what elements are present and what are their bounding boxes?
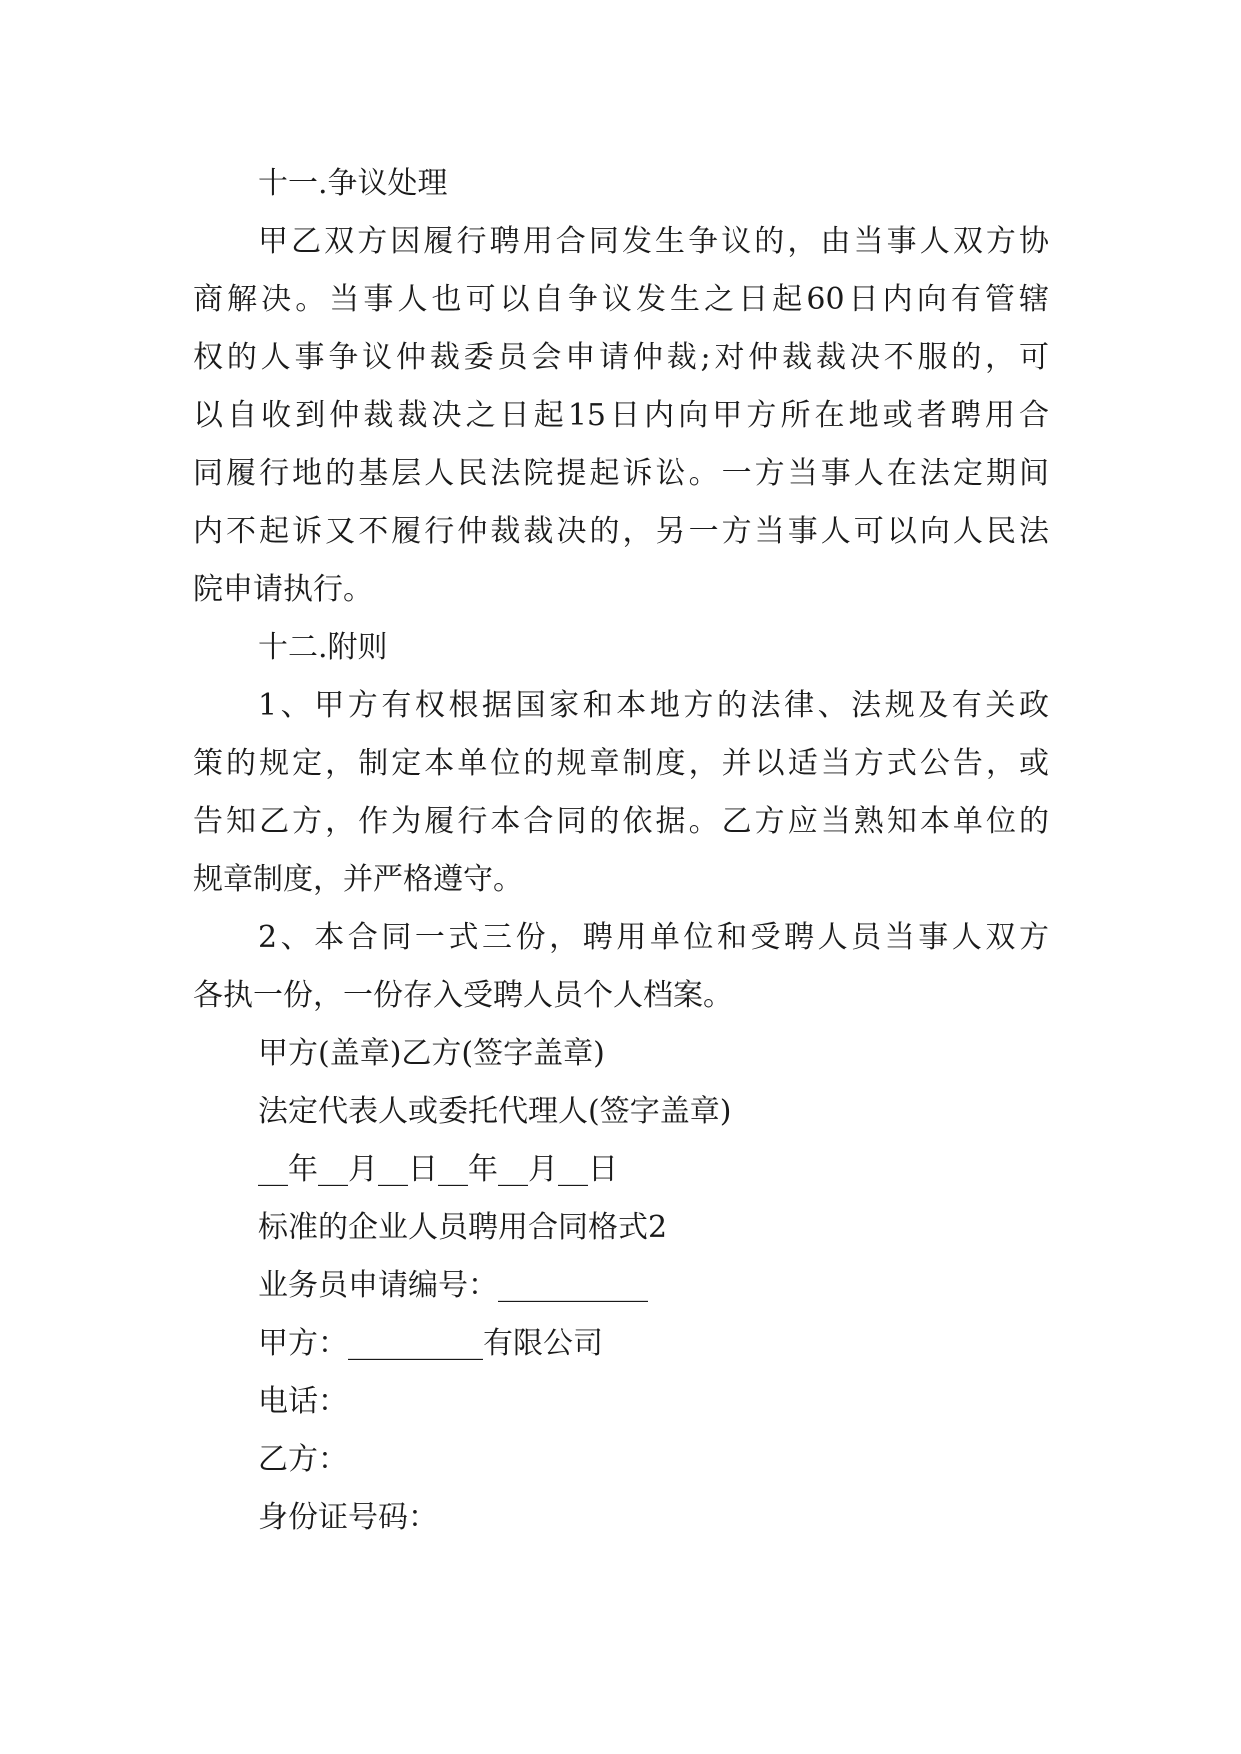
paragraph-line: 1、甲方有权根据国家和本地方的法律、法规及有关政	[258, 688, 1049, 723]
paragraph-line: 各执一份，一份存入受聘人员个人档案。	[193, 978, 733, 1013]
signature-line: 甲方(盖章)乙方(签字盖章)	[258, 1036, 605, 1071]
paragraph-line: 2、本合同一式三份，聘用单位和受聘人员当事人双方	[258, 920, 1049, 955]
section-heading-supplementary: 十二.附则	[258, 630, 388, 665]
paragraph-line: 同履行地的基层人民法院提起诉讼。一方当事人在法定期间	[193, 456, 1049, 491]
id-number-line: 身份证号码：	[258, 1500, 438, 1535]
paragraph-line: 甲乙双方因履行聘用合同发生争议的，由当事人双方协	[258, 224, 1049, 259]
paragraph-line: 告知乙方，作为履行本合同的依据。乙方应当熟知本单位的	[193, 804, 1049, 839]
paragraph-line: 规章制度，并严格遵守。	[193, 862, 523, 897]
paragraph-line: 以自收到仲裁裁决之日起15日内向甲方所在地或者聘用合	[193, 398, 1049, 433]
application-number-line: 业务员申请编号：__________	[258, 1268, 648, 1303]
paragraph-line: 内不起诉又不履行仲裁裁决的，另一方当事人可以向人民法	[193, 514, 1049, 549]
representative-line: 法定代表人或委托代理人(签字盖章)	[258, 1094, 732, 1129]
paragraph-line: 权的人事争议仲裁委员会申请仲裁;对仲裁裁决不服的，可	[193, 340, 1049, 375]
party-a-line: 甲方：_________有限公司	[258, 1326, 603, 1361]
phone-line: 电话：	[258, 1384, 348, 1419]
contract-title: 标准的企业人员聘用合同格式2	[258, 1210, 668, 1245]
paragraph-line: 院申请执行。	[193, 572, 373, 607]
paragraph-line: 策的规定，制定本单位的规章制度，并以适当方式公告，或	[193, 746, 1049, 781]
section-heading-dispute: 十一.争议处理	[258, 166, 448, 201]
date-line: __年__月__日__年__月__日	[258, 1152, 618, 1187]
party-b-line: 乙方：	[258, 1442, 348, 1477]
paragraph-line: 商解决。当事人也可以自争议发生之日起60日内向有管辖	[193, 282, 1049, 317]
